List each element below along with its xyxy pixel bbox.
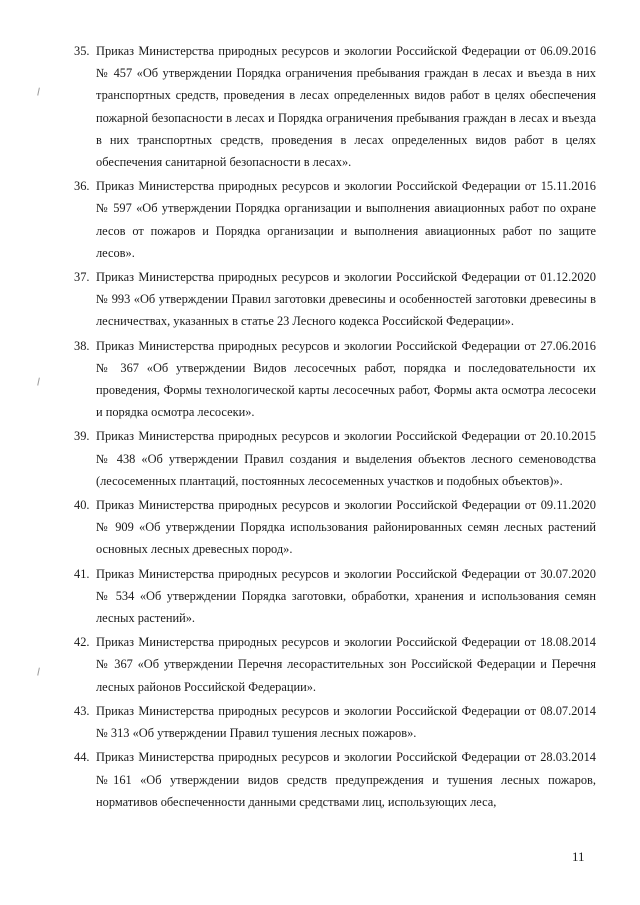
item-number: 44.	[74, 750, 90, 765]
list-item	[74, 335, 596, 424]
item-text: Приказ Министерства природных ресурсов и экологии Российской Федерации от 28.03.2014 №161 «Об утверждении видов средств предупреждения и тушения лесных пожаров, нормативов обеспеченности данными средствами лиц, использующих леса,	[96, 750, 596, 809]
margin-mark	[37, 668, 44, 677]
margin-mark	[37, 378, 44, 387]
list-item	[74, 631, 596, 698]
list-item	[74, 700, 596, 744]
list-item	[74, 563, 596, 630]
margin-mark	[37, 88, 44, 97]
item-text: Приказ Министерства природных ресурсов и экологии Российской Федерации от 06.09.2016 № 457 «Об утверждении Порядка ограничения пребывания граждан в лесах и въезда в них транспортных средств, проведения в лесах определенных видов работ в целях обеспечения пожарной безопасности в лесах и Порядка ограничения пребывания граждан в лесах и въезда в них транспортных средств, проведения в лесах определенных видов работ в целях обеспечения санитарной безопасности в лесах».	[96, 44, 596, 170]
item-number: 36.	[74, 179, 90, 194]
item-number: 39.	[74, 429, 90, 444]
item-number: 40.	[74, 498, 90, 513]
item-text: Приказ Министерства природных ресурсов и экологии Российской Федерации от 18.08.2014 № 367 «Об утверждении Перечня лесорастительных зон Российской Федерации и Перечня лесных районов Российской Федерации».	[96, 635, 596, 694]
item-text: Приказ Министерства природных ресурсов и экологии Российской Федерации от 08.07.2014 № 313 «Об утверждении Правил тушения лесных пожаров».	[96, 703, 596, 741]
item-text: Приказ Министерства природных ресурсов и экологии Российской Федерации от 27.06.2016 № 367 «Об утверждении Видов лесосечных работ, порядка и последовательности их проведения, Формы технологической карты лесосечных работ, Формы акта осмотра лесосеки и порядка осмотра лесосеки».	[96, 338, 596, 420]
regulation-list	[74, 40, 596, 815]
item-text: Приказ Министерства природных ресурсов и экологии Российской Федерации от 01.12.2020 № 993 «Об утверждении Правил заготовки древесины и особенностей заготовки древесины в лесничествах, указанных в статье 23 Лесного кодекса Российской Федерации».	[96, 270, 596, 329]
item-number: 38.	[74, 338, 90, 353]
list-item	[74, 494, 596, 561]
list-item	[74, 40, 596, 173]
list-item	[74, 266, 596, 333]
item-number: 42.	[74, 635, 90, 650]
item-number: 43.	[74, 703, 90, 718]
item-text: Приказ Министерства природных ресурсов и экологии Российской Федерации от 15.11.2016 № 597 «Об утверждении Порядка организации и выполнения авиационных работ по охране лесов от пожаров и Порядка организации и выполнения авиационных работ по защите лесов».	[96, 179, 596, 260]
item-number: 41.	[74, 566, 90, 581]
item-number: 37.	[74, 270, 90, 285]
item-text: Приказ Министерства природных ресурсов и экологии Российской Федерации от 20.10.2015 № 438 «Об утверждении Правил создания и выделения объектов лесного семеноводства (лесосеменных плантаций, постоянных лесосеменных участков и подобных объектов)».	[96, 429, 596, 488]
list-item	[74, 175, 596, 264]
list-item	[74, 746, 596, 813]
item-text: Приказ Министерства природных ресурсов и экологии Российской Федерации от 30.07.2020 № 534 «Об утверждении Порядка заготовки, обработки, хранения и использования семян лесных растений».	[96, 566, 596, 626]
item-number: 35.	[74, 44, 90, 58]
page-number: 11	[572, 849, 585, 864]
list-item	[74, 425, 596, 492]
item-text: Приказ Министерства природных ресурсов и экологии Российской Федерации от 09.11.2020 № 909 «Об утверждении Порядка использования районированных семян лесных растений основных лесных древесных пород».	[96, 498, 596, 557]
